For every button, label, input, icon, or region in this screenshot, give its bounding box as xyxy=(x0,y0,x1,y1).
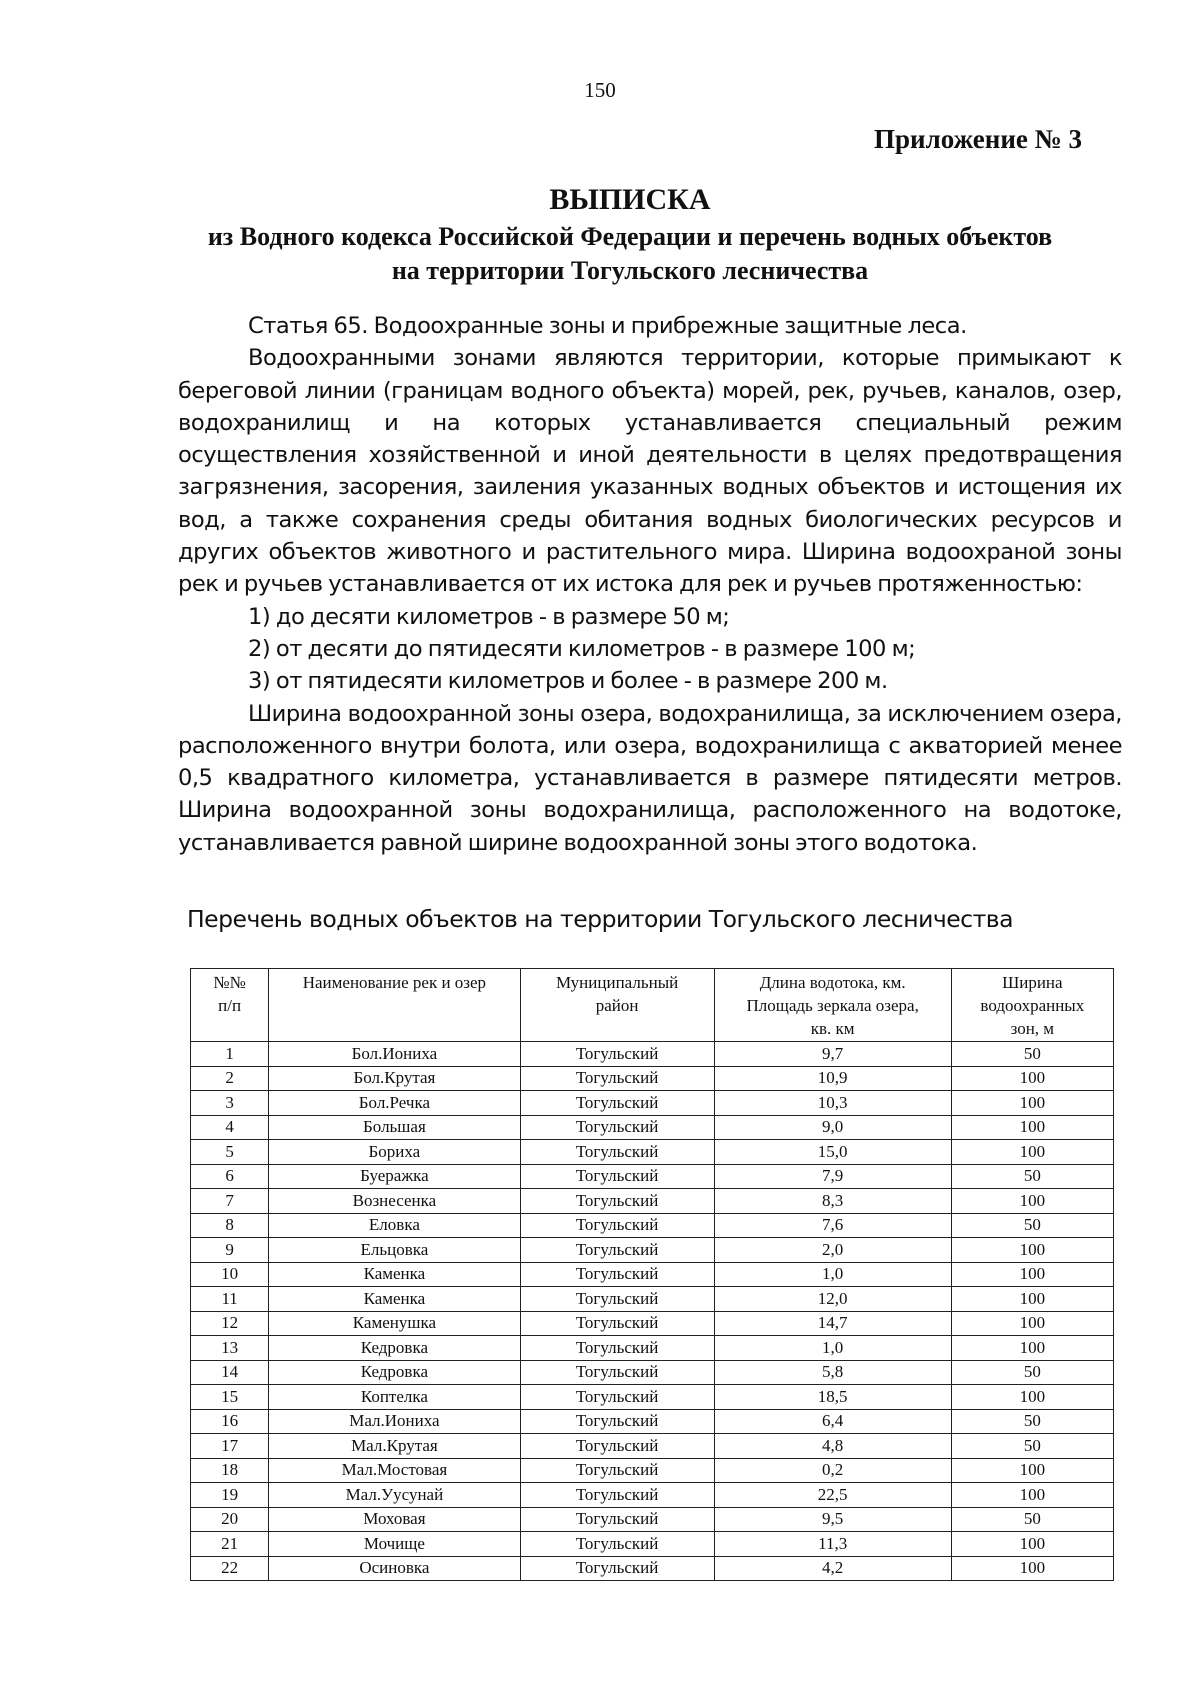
cell-num: 18 xyxy=(191,1458,269,1483)
cell-district: Тогульский xyxy=(520,1507,714,1532)
cell-length: 9,7 xyxy=(714,1042,951,1067)
cell-num: 15 xyxy=(191,1385,269,1410)
table-row xyxy=(191,1483,1114,1508)
cell-name: Мал.Крутая xyxy=(269,1434,520,1459)
cell-district: Тогульский xyxy=(520,1483,714,1508)
table-body xyxy=(191,1042,1114,1581)
cell-width: 50 xyxy=(951,1434,1113,1459)
cell-district: Тогульский xyxy=(520,1164,714,1189)
cell-width: 100 xyxy=(951,1066,1113,1091)
cell-name: Мал.Уусунай xyxy=(269,1483,520,1508)
cell-length: 2,0 xyxy=(714,1238,951,1263)
cell-district: Тогульский xyxy=(520,1336,714,1361)
cell-width: 100 xyxy=(951,1262,1113,1287)
article-heading: Статья 65. Водоохранные зоны и прибрежные защитные леса. xyxy=(248,313,967,339)
cell-width: 50 xyxy=(951,1213,1113,1238)
cell-num: 20 xyxy=(191,1507,269,1532)
table-row xyxy=(191,1556,1114,1581)
cell-district: Тогульский xyxy=(520,1091,714,1116)
cell-length: 11,3 xyxy=(714,1532,951,1557)
title-main: ВЫПИСКА xyxy=(549,183,711,216)
cell-name: Еловка xyxy=(269,1213,520,1238)
cell-district: Тогульский xyxy=(520,1409,714,1434)
table-row xyxy=(191,1262,1114,1287)
cell-district: Тогульский xyxy=(520,1115,714,1140)
table-row xyxy=(191,1360,1114,1385)
cell-length: 8,3 xyxy=(714,1189,951,1214)
paragraph-1: Водоохранными зонами являются территории, которые примыкают к береговой линии (границам водного объекта) морей, рек, ручьев, каналов, озер, водохранилищ и на которых устанавливается специальный режим осуществления хозяйственной и иной деятельности в целях предотвращения загрязнения, засорения, заиления указанных водных объектов и истощения их вод, а также сохранения среды обитания водных биологических ресурсов и других объектов животного и растительного мира. Ширина водоохраной зоны рек и ручьев устанавливается от их истока для рек и ручьев протяженностью: xyxy=(178,345,1122,598)
header-width: Ширина водоохранных зон, м xyxy=(951,969,1113,1042)
cell-district: Тогульский xyxy=(520,1140,714,1165)
cell-name: Вознесенка xyxy=(269,1189,520,1214)
cell-name: Кедровка xyxy=(269,1336,520,1361)
list-item-2: 2) от десяти до пятидесяти километров - в размере 100 м; xyxy=(248,635,916,662)
cell-length: 10,3 xyxy=(714,1091,951,1116)
cell-name: Мал.Мостовая xyxy=(269,1458,520,1483)
cell-name: Каменка xyxy=(269,1262,520,1287)
cell-num: 22 xyxy=(191,1556,269,1581)
header-length: Длина водотока, км. Площадь зеркала озера, кв. км xyxy=(714,969,951,1042)
cell-name: Каменка xyxy=(269,1287,520,1312)
cell-num: 9 xyxy=(191,1238,269,1263)
cell-district: Тогульский xyxy=(520,1434,714,1459)
cell-district: Тогульский xyxy=(520,1385,714,1410)
cell-name: Осиновка xyxy=(269,1556,520,1581)
cell-length: 4,2 xyxy=(714,1556,951,1581)
cell-num: 17 xyxy=(191,1434,269,1459)
body-text xyxy=(178,310,1122,859)
cell-num: 11 xyxy=(191,1287,269,1312)
table-row xyxy=(191,1409,1114,1434)
cell-width: 100 xyxy=(951,1115,1113,1140)
cell-num: 5 xyxy=(191,1140,269,1165)
cell-num: 8 xyxy=(191,1213,269,1238)
cell-name: Мал.Иониха xyxy=(269,1409,520,1434)
cell-num: 4 xyxy=(191,1115,269,1140)
cell-width: 100 xyxy=(951,1556,1113,1581)
cell-length: 9,5 xyxy=(714,1507,951,1532)
cell-name: Ельцовка xyxy=(269,1238,520,1263)
cell-length: 0,2 xyxy=(714,1458,951,1483)
cell-length: 7,9 xyxy=(714,1164,951,1189)
cell-name: Коптелка xyxy=(269,1385,520,1410)
cell-num: 1 xyxy=(191,1042,269,1067)
cell-length: 10,9 xyxy=(714,1066,951,1091)
cell-num: 2 xyxy=(191,1066,269,1091)
table-row xyxy=(191,1164,1114,1189)
cell-num: 12 xyxy=(191,1311,269,1336)
cell-length: 1,0 xyxy=(714,1336,951,1361)
cell-width: 100 xyxy=(951,1189,1113,1214)
table-header-row xyxy=(191,969,1114,1042)
cell-width: 100 xyxy=(951,1311,1113,1336)
cell-width: 100 xyxy=(951,1385,1113,1410)
cell-length: 14,7 xyxy=(714,1311,951,1336)
list-item-1: 1) до десяти километров - в размере 50 м; xyxy=(248,603,730,630)
cell-width: 100 xyxy=(951,1238,1113,1263)
cell-num: 6 xyxy=(191,1164,269,1189)
cell-num: 7 xyxy=(191,1189,269,1214)
cell-num: 21 xyxy=(191,1532,269,1557)
table-row xyxy=(191,1336,1114,1361)
cell-name: Большая xyxy=(269,1115,520,1140)
cell-num: 3 xyxy=(191,1091,269,1116)
cell-name: Буеражка xyxy=(269,1164,520,1189)
cell-name: Кедровка xyxy=(269,1360,520,1385)
header-name: Наименование рек и озер xyxy=(269,969,520,1042)
cell-num: 16 xyxy=(191,1409,269,1434)
cell-width: 100 xyxy=(951,1091,1113,1116)
cell-district: Тогульский xyxy=(520,1189,714,1214)
cell-district: Тогульский xyxy=(520,1238,714,1263)
paragraph-2: Ширина водоохранной зоны озера, водохранилища, за исключением озера, расположенного внутри болота, или озера, водохранилища с акваторией менее 0,5 квадратного километра, устанавливается в размере пятидесяти метров. Ширина водоохранной зоны водохранилища, расположенного на водотоке, устанавливается равной ширине водоохранной зоны этого водотока. xyxy=(178,700,1122,856)
cell-length: 6,4 xyxy=(714,1409,951,1434)
cell-district: Тогульский xyxy=(520,1213,714,1238)
cell-name: Моховая xyxy=(269,1507,520,1532)
cell-width: 50 xyxy=(951,1409,1113,1434)
cell-width: 100 xyxy=(951,1287,1113,1312)
table-row xyxy=(191,1213,1114,1238)
table-row xyxy=(191,1140,1114,1165)
table-row xyxy=(191,1189,1114,1214)
table-caption: Перечень водных объектов на территории Тогульского лесничества xyxy=(186,905,1014,933)
cell-num: 14 xyxy=(191,1360,269,1385)
cell-name: Каменушка xyxy=(269,1311,520,1336)
header-district: Муниципальный район xyxy=(520,969,714,1042)
cell-width: 50 xyxy=(951,1164,1113,1189)
table-row xyxy=(191,1287,1114,1312)
page-number: 150 xyxy=(584,78,616,102)
cell-length: 18,5 xyxy=(714,1385,951,1410)
cell-width: 50 xyxy=(951,1042,1113,1067)
cell-num: 19 xyxy=(191,1483,269,1508)
cell-length: 1,0 xyxy=(714,1262,951,1287)
table-row xyxy=(191,1091,1114,1116)
table-row xyxy=(191,1507,1114,1532)
cell-width: 50 xyxy=(951,1360,1113,1385)
document-title xyxy=(150,180,1110,288)
cell-district: Тогульский xyxy=(520,1042,714,1067)
cell-district: Тогульский xyxy=(520,1262,714,1287)
cell-district: Тогульский xyxy=(520,1556,714,1581)
cell-length: 9,0 xyxy=(714,1115,951,1140)
table-row xyxy=(191,1311,1114,1336)
header-num: №№ п/п xyxy=(191,969,269,1042)
cell-name: Бол.Речка xyxy=(269,1091,520,1116)
cell-district: Тогульский xyxy=(520,1311,714,1336)
cell-district: Тогульский xyxy=(520,1360,714,1385)
water-objects-table xyxy=(190,968,1114,1581)
table-row xyxy=(191,1066,1114,1091)
cell-district: Тогульский xyxy=(520,1066,714,1091)
cell-width: 50 xyxy=(951,1507,1113,1532)
cell-length: 12,0 xyxy=(714,1287,951,1312)
cell-name: Бориха xyxy=(269,1140,520,1165)
cell-width: 100 xyxy=(951,1483,1113,1508)
table-row xyxy=(191,1238,1114,1263)
table-row xyxy=(191,1434,1114,1459)
table-row xyxy=(191,1115,1114,1140)
cell-district: Тогульский xyxy=(520,1287,714,1312)
table-row xyxy=(191,1458,1114,1483)
table-row xyxy=(191,1042,1114,1067)
appendix-label: Приложение № 3 xyxy=(874,124,1082,154)
cell-num: 13 xyxy=(191,1336,269,1361)
cell-length: 22,5 xyxy=(714,1483,951,1508)
cell-width: 100 xyxy=(951,1336,1113,1361)
cell-width: 100 xyxy=(951,1458,1113,1483)
cell-name: Мочище xyxy=(269,1532,520,1557)
cell-district: Тогульский xyxy=(520,1532,714,1557)
cell-length: 7,6 xyxy=(714,1213,951,1238)
list-item-3: 3) от пятидесяти километров и более - в размере 200 м. xyxy=(248,668,888,695)
cell-length: 15,0 xyxy=(714,1140,951,1165)
title-line-2: на территории Тогульского лесничества xyxy=(391,256,869,285)
cell-width: 100 xyxy=(951,1140,1113,1165)
cell-name: Бол.Иониха xyxy=(269,1042,520,1067)
cell-name: Бол.Крутая xyxy=(269,1066,520,1091)
table-row xyxy=(191,1532,1114,1557)
cell-num: 10 xyxy=(191,1262,269,1287)
table-row xyxy=(191,1385,1114,1410)
cell-length: 5,8 xyxy=(714,1360,951,1385)
cell-width: 100 xyxy=(951,1532,1113,1557)
title-line-1: из Водного кодекса Российской Федерации и перечень водных объектов xyxy=(207,222,1053,251)
cell-district: Тогульский xyxy=(520,1458,714,1483)
cell-length: 4,8 xyxy=(714,1434,951,1459)
